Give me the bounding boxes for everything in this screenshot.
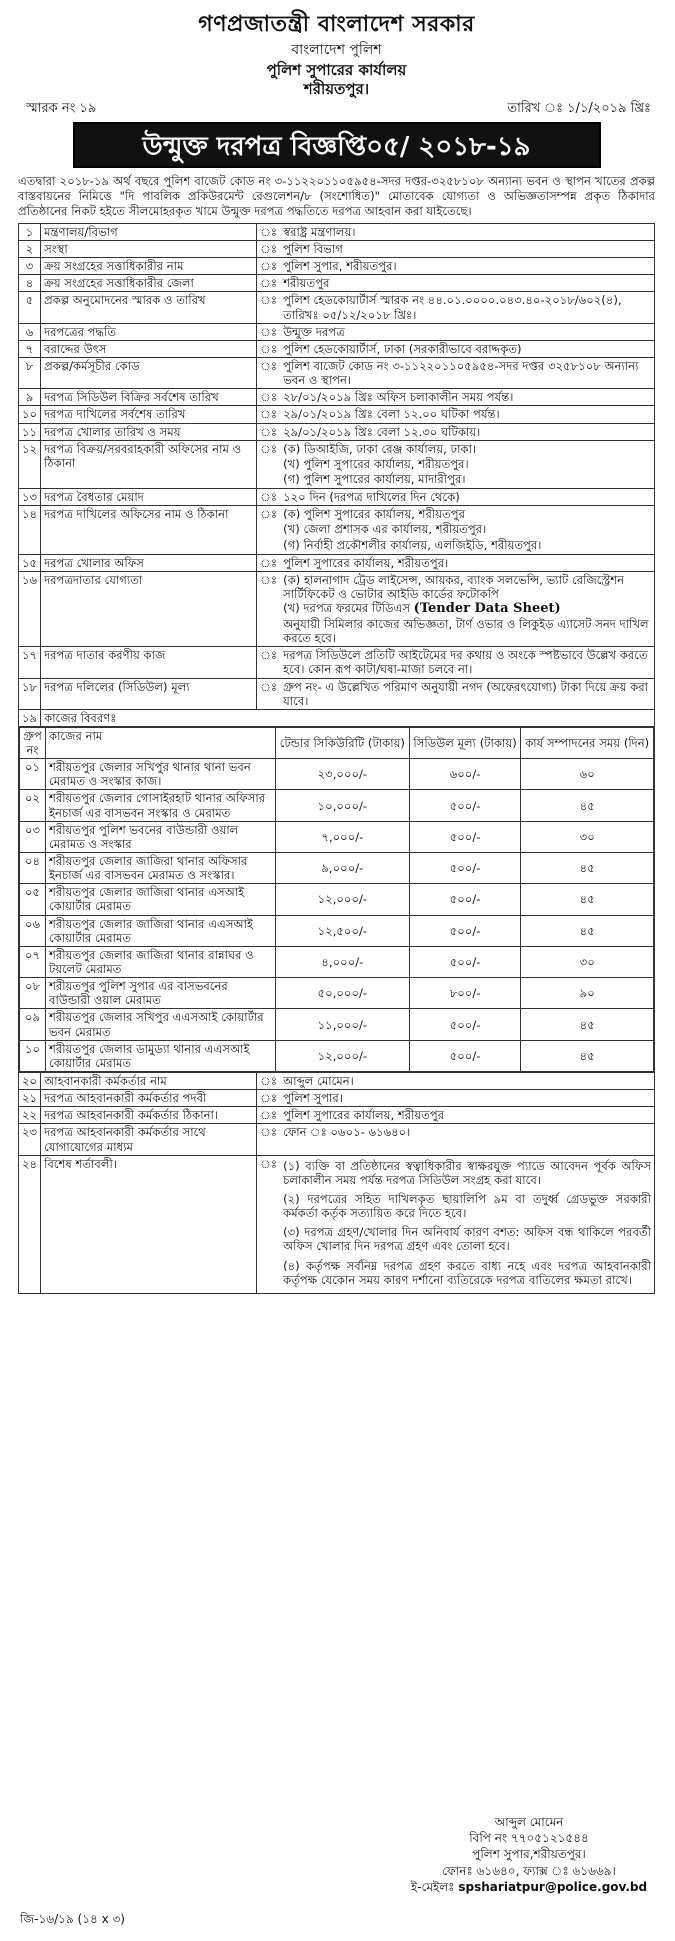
- work-list-table: [19, 727, 654, 1072]
- signatory-bp: বিপি নং ৭৭০৫১২১৫৪৪: [469, 1831, 589, 1846]
- table-row: ৪ ক্রয় সংগ্রহের সত্তাধিকারীর জেলা ঃ শরীয়তপুর: [19, 275, 655, 292]
- email-link[interactable]: spshariatpur@police.gov.bd: [458, 1879, 648, 1894]
- work-item-row: ০৬ শরীয়তপুর জেলার জাজিরা থানার এএসআই কোয়ার্টার মেরামত ১২,৫০০/- ৫০০/- ৪৫: [20, 915, 654, 946]
- work-header-row: গ্রুপ নং কাজের নাম টেন্ডার সিকিউরিটি (টাকায়) সিডিউল মূল্য (টাকায়) কার্য সম্পাদনের সময় (দিন): [20, 727, 654, 758]
- work-item-row: ০৪ শরীয়তপুর জেলার জাজিরা থানার অফিসার ইনচার্জ এর বাসভবন মেরামত ও সংস্কার। ৯,০০০/- ৫০০/- ৪৫: [20, 853, 654, 884]
- table-row: ৭ বরাদ্দের উৎস ঃ পুলিশ হেডকোয়ার্টার্স, ঢাকা (সরকারীভাবে বরাদ্দকৃত): [19, 340, 655, 357]
- signatory-title: পুলিশ সুপার,শরীয়তপুর।: [472, 1847, 586, 1862]
- table-row: ২১ দরপত্র আহবানকারী কর্মকর্তার পদবী ঃ পুলিশ সুপার।: [19, 1090, 655, 1107]
- table-row: ১০ দরপত্র দাখিলের সর্বশেষ তারিখ ঃ ২৯/০১/২০১৯ খ্রিঃ বেলা ১২.০০ ঘটিকা পর্যন্ত।: [19, 406, 655, 423]
- table-row: ১ মন্ত্রণালয়/বিভাগ ঃ স্বরাষ্ট্র মন্ত্রণালয়।: [19, 223, 655, 240]
- work-item-row: ০৯ শরীয়তপুর জেলার সখিপুর এএসআই কোয়ার্টার ভবন মেরামত ১১,০০০/- ৫০০/- ৪৫: [20, 1009, 654, 1040]
- work-item-row: ১০ শরীয়তপুর জেলার ডামুড্যা থানার এএসআই কোয়ার্টার মেরামত ১২,০০০/- ৫০০/- ৪৫: [20, 1040, 654, 1071]
- tender-details-table: [18, 223, 655, 1294]
- government-title: গণপ্রজাতন্ত্রী বাংলাদেশ সরকার: [198, 12, 475, 37]
- table-row: ৬ দরপত্রের পদ্ধতি ঃ উন্মুক্ত দরপত্র: [19, 323, 655, 340]
- sales-offices: (ক) ডিআইজি, ঢাকা রেঞ্জ কার্যালয়, ঢাকা। (খ) পুলিশ সুপারের কার্যালয়, শরীয়তপুর। (গ) পুলিশ সুপারের কার্যালয়, মাদারীপুর।: [280, 440, 654, 488]
- table-row: ২৪ বিশেষ শর্তাবলী। ঃ (১) ব্যক্তি বা প্রতিষ্ঠানের স্বত্বাধিকারীর স্বাক্ষরযুক্ত প্যাডে আবেদন পূর্বক অফিস চলাকালীন সময় পর্যন্ত দরপত্র সিডিউল সংগ্রহ করা যাবে। (২) দরপত্রের সহিত দাখিলকৃত ছায়ালিপি ৯ম বা তদুর্ধ্ব গ্রেডভুক্ত সরকারী কর্মকর্তা কর্তৃক সত্যায়িত করে দিতে হবে। (৩) দরপত্র গ্রহণ/খোলার দিন অনিবার্য কারণ বশত: অফিস বন্ধ থাকিলে পরবর্তী অফিস খোলার দিন দরপত্র গ্রহণ এবং তোলা হবে। (৪) কর্তৃপক্ষ সর্বনিম্ন দরপত্র গ্রহণ করতে বাধ্য নহে এবং দরপত্র আহবানকারী কর্তৃপক্ষ যেকোন সময় কারণ দর্শানো ব্যতিরেকে দরপত্র বাতিলের ক্ষমতা রাখে।: [19, 1155, 655, 1293]
- table-row: ১৬ দরপত্রদাতার যোগ্যতা ঃ (ক) হালনাগাদ ট্রেড লাইসেন্স, আয়কর, ব্যাংক সলভেন্সি, ভ্যাট রেজিস্ট্রেশন সার্টিফিকেট ও ভোটার আইডি কার্ডের ফটোকপি (খ) দরপত্র ফরমের টিডিএস (Tender Data Sheet) অনুযায়ী সিমিলার কাজের অভিজ্ঞতা, টার্ণ ওভার ও লিকুইড এ্যাসেট সনদ দাখিল করতে হবে।: [19, 571, 655, 646]
- table-row: ১২ দরপত্র বিক্রয়/সরবরাহকারী অফিসের নাম ও ঠিকানা ঃ (ক) ডিআইজি, ঢাকা রেঞ্জ কার্যালয়, ঢাকা। (খ) পুলিশ সুপারের কার্যালয়, শরীয়তপুর। (গ) পুলিশ সুপারের কার্যালয়, মাদারীপুর।: [19, 440, 655, 488]
- table-row: ১১ দরপত্র খোলার তারিখ ও সময় ঃ ২৯/০১/২০১৯ খ্রিঃ বেলা ১২.৩০ ঘটিকায়।: [19, 423, 655, 440]
- table-row: ১৯ কাজের বিবরণঃ: [19, 709, 655, 726]
- table-row: ২৩ দরপত্র আহবানকারী কর্মকর্তার সাথে যোগাযোগের মাধ্যম ঃ ফোন ঃ ০৬০১- ৬১৬৪০।: [19, 1124, 655, 1155]
- table-row: ১৪ দরপত্র দাখিলের অফিসের নাম ও ঠিকানা ঃ (ক) পুলিশ সুপারের কার্যালয়, শরীয়তপুর (খ) জেলা প্রশাসক এর কার্যালয়, শরীয়তপুর। (গ) নির্বাহী প্রকৌশলীর কার্যালয়, এলজিইডি, শরীয়তপুর।: [19, 506, 655, 554]
- table-row: ১৫ দরপত্র খোলার অফিস ঃ পুলিশ সুপারের কার্যালয়, শরীয়তপুর।: [19, 554, 655, 571]
- tender-data-sheet-label: (Tender Data Sheet): [413, 601, 561, 617]
- table-row: ২ সংস্থা ঃ পুলিশ বিভাগ: [19, 240, 655, 257]
- office-title: পুলিশ সুপারের কার্যালয়: [266, 60, 407, 79]
- work-item-row: ০১ শরীয়তপুর জেলার সখিপুর থানার থানা ভবন মেরামত ও সংস্কার কাজ। ২৩,০০০/- ৬০০/- ৬০: [20, 759, 654, 790]
- table-row: ৫ প্রকল্প অনুমোদনের স্মারক ও তারিখ ঃ পুলিশ হেডকোয়ার্টার্স স্মারক নং ৪৪.০১.০০০০.০৪৩.৪০-২০১৮/৬০২(৪), তারিখঃ ০৫/১২/২০১৮ খ্রিঃ।: [19, 292, 655, 323]
- submission-offices: (ক) পুলিশ সুপারের কার্যালয়, শরীয়তপুর (খ) জেলা প্রশাসক এর কার্যালয়, শরীয়তপুর। (গ) নির্বাহী প্রকৌশলীর কার্যালয়, এলজিইডি, শরীয়তপুর।: [280, 506, 654, 554]
- notice-banner: উন্মুক্ত দরপত্র বিজ্ঞপ্তি০৫/ ২০১৮-১৯: [73, 122, 601, 168]
- memo-row: [18, 101, 655, 117]
- special-conditions: (১) ব্যক্তি বা প্রতিষ্ঠানের স্বত্বাধিকারীর স্বাক্ষরযুক্ত প্যাডে আবেদন পূর্বক অফিস চলাকালীন সময় পর্যন্ত দরপত্র সিডিউল সংগ্রহ করা যাবে। (২) দরপত্রের সহিত দাখিলকৃত ছায়ালিপি ৯ম বা তদুর্ধ্ব গ্রেডভুক্ত সরকারী কর্মকর্তা কর্তৃক সত্যায়িত করে দিতে হবে। (৩) দরপত্র গ্রহণ/খোলার দিন অনিবার্য কারণ বশত: অফিস বন্ধ থাকিলে পরবর্তী অফিস খোলার দিন দরপত্র গ্রহণ এবং তোলা হবে। (৪) কর্তৃপক্ষ সর্বনিম্ন দরপত্র গ্রহণ করতে বাধ্য নহে এবং দরপত্র আহবানকারী কর্তৃপক্ষ যেকোন সময় কারণ দর্শানো ব্যতিরেকে দরপত্র বাতিলের ক্ষমতা রাখে।: [280, 1155, 654, 1293]
- footer-code: জি-১৬/১৯ (১৪ x ৩): [20, 1912, 125, 1926]
- table-row: ৮ প্রকল্প/কর্মসূচীর কোড ঃ পুলিশ বাজেট কোড নং ৩-১১২২০১১০৫৯৫৪-সদর দপ্তর ৩২৫৮১০৮ অন্যান্য ভবন ও স্থাপন।: [19, 357, 655, 388]
- table-row: ৩ ক্রয় সংগ্রহের সত্তাধিকারীর নাম ঃ পুলিশ সুপার, শরীয়তপুর।: [19, 258, 655, 275]
- district-title: শরীয়তপুর।: [303, 80, 370, 99]
- memo-number: স্মারক নং ১৯: [26, 100, 97, 116]
- bidder-qualification: (ক) হালনাগাদ ট্রেড লাইসেন্স, আয়কর, ব্যাংক সলভেন্সি, ভ্যাট রেজিস্ট্রেশন সার্টিফিকেট ও ভোটার আইডি কার্ডের ফটোকপি (খ) দরপত্র ফরমের টিডিএস (Tender Data Sheet) অনুযায়ী সিমিলার কাজের অভিজ্ঞতা, টার্ণ ওভার ও লিকুইড এ্যাসেট সনদ দাখিল করতে হবে।: [280, 571, 654, 646]
- table-row: ১৭ দরপত্র দাতার করণীয় কাজ ঃ দরপত্র সিডিউলে প্রতিটি আইটেমের দর কথায় ও অংকে স্পষ্টভাবে উল্লেখ করতে হবে। কোন রূপ কাটা/ঘষা-মাজা চলবে না।: [19, 647, 655, 678]
- work-table-row: [19, 726, 655, 1072]
- table-row: ১৩ দরপত্র বৈধতার মেয়াদ ঃ ১২০ দিন (দরপত্র দাখিলের দিন থেকে): [19, 489, 655, 506]
- work-item-row: ০৮ শরীয়তপুর পুলিশ সুপার এর বাসভবনের বাউন্ডারী ওয়াল মেরামত ৫০,০০০/- ৮০০/- ৯০: [20, 978, 654, 1009]
- table-row: ৯ দরপত্র সিডিউল বিক্রির সর্বশেষ তারিখ ঃ ২৮/০১/২০১৯ খ্রিঃ অফিস চলাকালীন সময় পর্যন্ত।: [19, 389, 655, 406]
- signatory-phone: ফোনঃ ৬১৬৪০, ফ্যাক্স ঃ ৬১৬৬৯।: [442, 1863, 616, 1878]
- intro-paragraph: এতদ্বারা ২০১৮-১৯ অর্থ বছরে পুলিশ বাজেট কোড নং ৩-১১২২০১১০৫৯৫৪-সদর দপ্তর-৩২৫৮১০৮ অন্যান্য ভবন ও স্থাপন খাতের প্রকল্প বাস্তবায়নের নিমিত্তে "দি পাবলিক প্রকিউরমেন্ট রেগুলেশন/৮ (সংশোধিত)" মোতাবেক যোগ্যতা ও অভিজ্ঞতাসম্পন্ন প্রকৃত ঠিকাদার প্রতিষ্ঠানের নিকট হইতে সীলমোহরকৃত খামে উন্মুক্ত দরপত্র পদ্ধতিতে দরপত্র আহবান করা যাইতেছে।: [18, 174, 655, 219]
- memo-date: তারিখ ঃ ১/১/২০১৯ খ্রিঃ: [507, 100, 651, 116]
- department-title: বাংলাদেশ পুলিশ: [291, 41, 382, 58]
- work-item-row: ০৫ শরীয়তপুর জেলার জাজিরা থানার এসআই কোয়ার্টার মেরামত ১২,০০০/- ৫০০/- ৪৫: [20, 884, 654, 915]
- work-item-row: ০৩ শরীয়তপুর পুলিশ ভবনের বাউন্ডারী ওয়াল মেরামত ও সংস্কার ৭,০০০/- ৫০০/- ৩০: [20, 821, 654, 852]
- table-row: ২০ আহবানকারী কর্মকর্তার নাম ঃ আব্দুল মোমেন।: [19, 1073, 655, 1090]
- table-row: ২২ দরপত্র আহবানকারী কর্মকর্তার ঠিকানা। ঃ পুলিশ সুপারের কার্যালয়, শরীয়তপুর: [19, 1107, 655, 1124]
- table-row: ১৮ দরপত্র দলিলের (সিডিউল) মূল্য ঃ গ্রুপ নং- এ উল্লেখিত পরিমাণ অনুযায়ী নগদ (অফেরৎযোগ্য) টাকা দিয়ে ক্রয় করা যাবে।: [19, 678, 655, 709]
- work-item-row: ০৭ শরীয়তপুর জেলার জাজিরা থানার রান্নাঘর ও টয়লেট মেরামত ৪,০০০/- ৫০০/- ৩০: [20, 946, 654, 977]
- email-label: ই-মেইলঃ: [410, 1879, 455, 1894]
- signature-block: [404, 1814, 654, 1895]
- signatory-name: আব্দুল মোমেন: [494, 1815, 564, 1829]
- letterhead: [18, 12, 655, 99]
- work-item-row: ০২ শরীয়তপুর জেলার গোসাইরহাট থানার অফিসার ইনচার্জ এর বাসভবন সংস্কার ও মেরামত ১০,০০০/- ৫০০/- ৪৫: [20, 790, 654, 821]
